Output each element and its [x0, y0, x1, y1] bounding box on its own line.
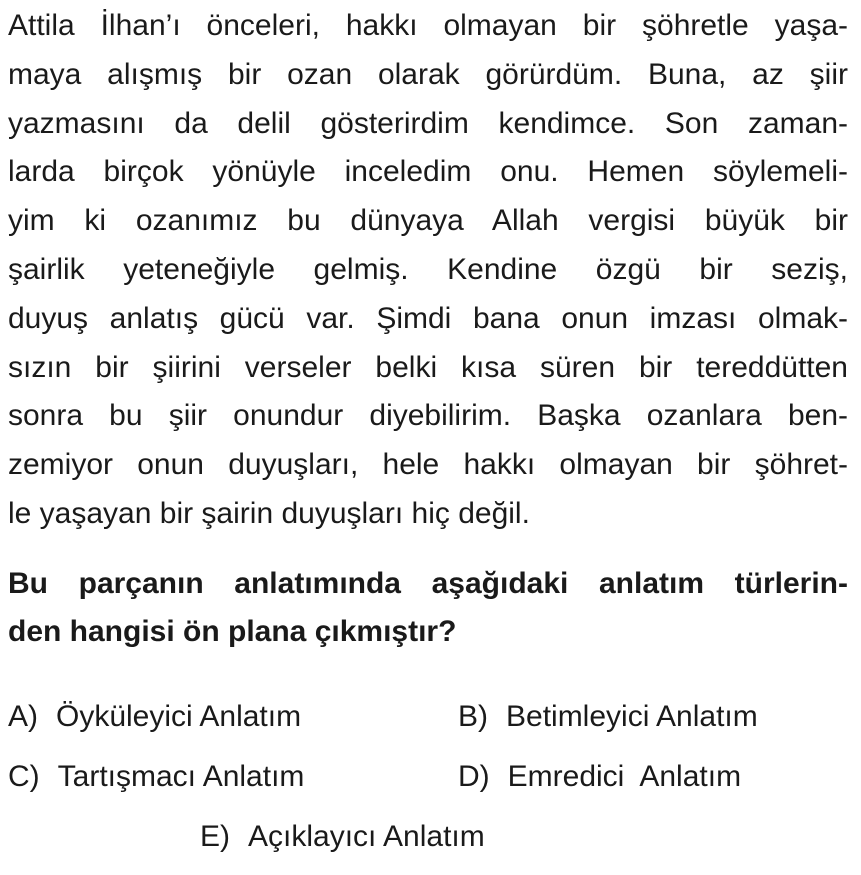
answer-option-c[interactable]	[8, 757, 304, 797]
option-letter: C)	[8, 760, 40, 793]
passage-line: le yaşayan bir şairin duyuşları hiç değil.	[8, 496, 530, 530]
question-line: den hangisi ön plana çıkmıştır?	[8, 615, 457, 648]
passage-line: sonra bu şiir onundur diyebilirim. Başka ozanlara ben-	[8, 399, 848, 433]
option-text: Betimleyici Anlatım	[506, 700, 758, 733]
passage-line: yazmasını da delil gösterirdim kendimce. Son zaman-	[8, 106, 848, 140]
passage-line: larda birçok yönüyle inceledim onu. Hemen söylemeli-	[8, 155, 848, 189]
option-text: Tartışmacı Anlatım	[57, 760, 305, 793]
option-letter: E)	[200, 820, 230, 853]
question-line: Bu parçanın anlatımında aşağıdaki anlatım türlerin-	[8, 567, 848, 600]
passage-line: yim ki ozanımız bu dünyaya Allah vergisi büyük bir	[8, 204, 848, 238]
answer-option-b[interactable]	[458, 697, 758, 737]
passage	[8, 2, 848, 539]
option-letter: A)	[8, 700, 38, 733]
passage-line: sızın bir şiirini verseler belki kısa süren bir tereddütten	[8, 350, 848, 384]
option-text: Öyküleyici Anlatım	[56, 700, 302, 733]
option-text: Emredici Anlatım	[507, 760, 742, 793]
option-letter: B)	[458, 700, 488, 733]
option-text: Açıklayıcı Anlatım	[248, 820, 485, 853]
answer-option-a[interactable]	[8, 697, 301, 737]
answer-option-e[interactable]	[200, 817, 485, 857]
passage-line: Attila İlhan’ı önceleri, hakkı olmayan bir şöhretle yaşa-	[8, 9, 848, 42]
passage-line: maya alışmış bir ozan olarak görürdüm. Buna, az şiir	[8, 57, 848, 91]
passage-line: zemiyor onun duyuşları, hele hakkı olmayan bir şöhret-	[8, 448, 848, 482]
passage-line: duyuş anlatış gücü var. Şimdi bana onun imzası olmak-	[8, 301, 848, 335]
answer-option-d[interactable]	[458, 757, 741, 797]
question-stem	[8, 560, 848, 656]
option-letter: D)	[458, 760, 490, 793]
passage-line: şairlik yeteneğiyle gelmiş. Kendine özgü bir seziş,	[8, 252, 848, 286]
